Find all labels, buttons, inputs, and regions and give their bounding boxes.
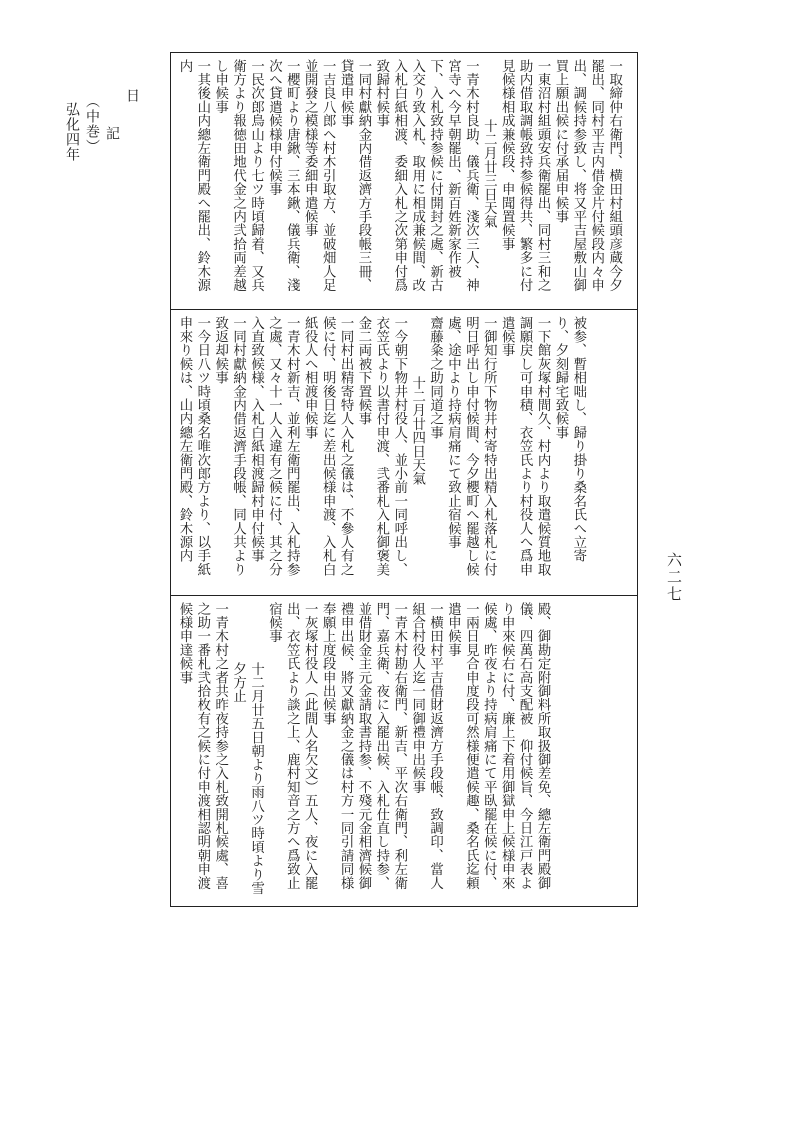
running-header (64, 88, 142, 328)
entry-paragraph: 一御知行所下物井村寄特出精入札落札に付明日呼出し申付候間、今夕櫻町へ罷越し候處、途中より持病肩痛にて致止宿候事 (445, 316, 497, 577)
entry-paragraph: 一青木村勘右衛門、新吉、平次右衛門、利左衛門、嘉兵衛、夜に入罷出候、入札仕直し持参、並借財金主元金請取書持参、不殘元金相濟候御禮申出候、將又獻納金之儀は村方一同引請同様奉願上度段申出候事 (320, 602, 407, 890)
entry-paragraph: 一下館灰塚村間久、村内より取遣候質地取調願戻し可申積、衣笠氏より村役人へ爲申遣候事 (499, 316, 551, 577)
entry-paragraph: 殿、御勘定附御料所取扱御差免、總左衛門殿御儀、四萬石高支配被 仰付候旨、今日江戸表より申來候右に付、廉上下着用御獄申上候様申來候處、昨夜より持病肩痛にて平臥罷在候に付、一兩日見合申度段可然様便遣候趣、桑名氏迄頼遣申候事 (445, 602, 551, 890)
entry-paragraph: 一横田村平吉借財返濟方手段帳、致調印、當人組合村役人迄一同御禮申出候事 (409, 602, 443, 890)
date-heading: 十二月廿三日天氣 (481, 119, 497, 229)
header-part: 弘化四年 (64, 102, 80, 162)
entry-paragraph: 一吉良八郎へ村木引取方、並破畑人足並開發之模様等委細申遣候事 (302, 59, 336, 292)
entry-paragraph: 一東沼村組頭安兵衛罷出、同村三和之助内借取調帳致持参候得共、繁多に付見候様相成兼候段、申聞置候事 (499, 59, 551, 292)
entry-paragraph: 一民次郎鳥山より七ツ時頃歸着、又兵衛方より報徳田地代金之内弐拾両差越し申候事 (212, 59, 264, 292)
upper-tier (171, 53, 637, 310)
entry-paragraph: 一今日八ツ時頃桑名唯次郎方より、以手紙申來り候は、山内總左衛門殿、鈴木源内 (176, 316, 210, 577)
entry-paragraph: 一青木村新吉、並利左衛門罷出、入札持参之處、又々十一人入違有之候に付、其之分入直致候様、入札白紙相渡歸村申付候事 (248, 316, 300, 577)
header-part: 記 (104, 126, 120, 141)
entry-paragraph: 一青木村良助、儀兵衛、淺次三人、神宮寺へ今早朝罷出、新百姓新家作被下、入札致持参候に付開封之處、新古入交り致入札、取用に相成兼候間、改入札白紙相渡、委細入札之次第申付爲致歸村候事 (373, 59, 479, 292)
upper-tier-text (171, 53, 627, 309)
entry-paragraph: 一取締仲右衛門、横田村組頭彦蔵今夕罷出、同村平吉内借金片付候段内々申出、調候持参致し、将又平吉屋敷山御買上願出候に付承届申候事 (552, 59, 622, 292)
entry-paragraph: 一同村獻納金内借返濟手段帳、同人共より致返却候事 (212, 316, 246, 577)
page-number: 六二七 (665, 552, 683, 603)
entry-paragraph: 一其後山内總左衛門殿へ罷出、鈴木源内 (176, 59, 210, 292)
middle-tier-text (171, 310, 591, 595)
header-part: （中巻） (84, 94, 100, 154)
text-frame (170, 52, 638, 907)
entry-paragraph: 一灰塚村役人（此間人名欠文）五人、夜に入罷出、衣笠氏より談之上、鹿村知音之方へ爲致止宿候事 (266, 602, 318, 890)
header-part: 日 (124, 88, 140, 103)
entry-paragraph: 一櫻町より唐鍬、三本鍬、儀兵衛、淺次へ貸遣候様申付候事 (266, 59, 300, 292)
entry-paragraph: 齋藤粂之助同道之事 (427, 316, 443, 440)
lower-tier (171, 596, 637, 906)
entry-paragraph: 一今朝下物井村役人、並小前一同呼出し、衣笠氏より以書付申渡、弐番札入札御褒美金二両被下置候事 (355, 316, 407, 577)
lower-tier-text (171, 596, 555, 906)
entry-paragraph: 一同村出精寄特人入札之儀は、不參人有之候に付、明後日迄に差出候様申渡、入札白紙役人へ相渡申候事 (302, 316, 354, 577)
entry-paragraph: 一同村獻納金内借返濟方手段帳三冊、貸遣申候事 (338, 59, 371, 292)
middle-tier (171, 310, 637, 596)
entry-paragraph: 一青木村之者共昨夜持参之入札致開札候處、喜之助一番札弐拾枚有之候に付申渡相認明朝申渡候様申達候事 (176, 602, 228, 890)
date-heading: 十二月廿四日天氣 (409, 376, 425, 486)
date-heading: 十二月廿五日朝より雨八ツ時頃より雪夕方止 (230, 662, 264, 896)
entry-paragraph: 被参、暫相咄し、歸り掛り桑名氏へ立寄り、夕刻歸宅致候事 (552, 316, 586, 563)
